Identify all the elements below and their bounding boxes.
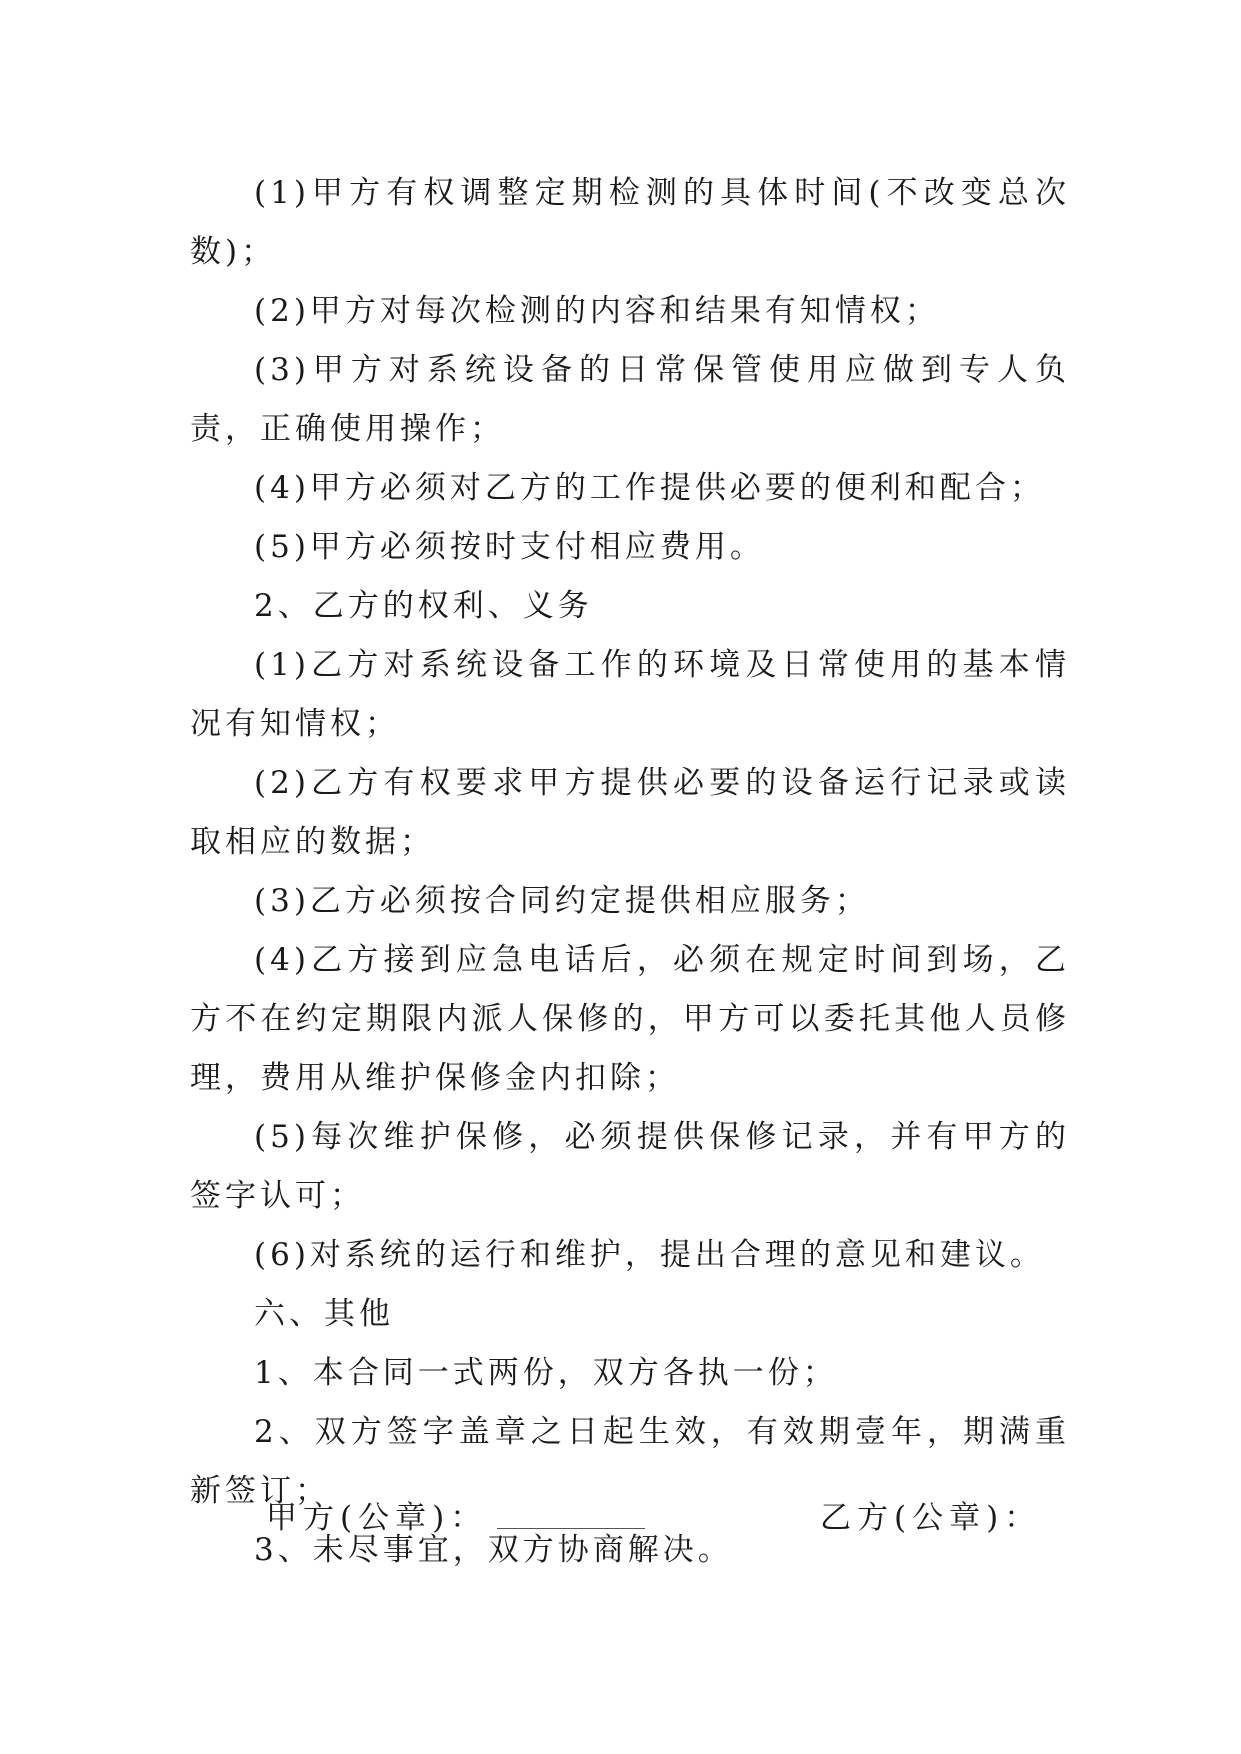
paragraph-b-right-2: (2)乙方有权要求甲方提供必要的设备运行记录或读取相应的数据； (190, 765, 1070, 860)
paragraph-b-right-1: (1)乙方对系统设备工作的环境及日常使用的基本情况有知情权； (190, 647, 1070, 742)
paragraph-a-right-1: (1)甲方有权调整定期检测的具体时间(不改变总次数)； (190, 175, 1070, 270)
paragraph-a-right-2: (2)甲方对每次检测的内容和结果有知情权； (254, 293, 940, 329)
party-b-seal-label: 乙方(公章)： (820, 1500, 1042, 1536)
party-a-signature-line (497, 1528, 645, 1529)
paragraph-b-right-6: (6)对系统的运行和维护，提出合理的意见和建议。 (254, 1237, 1045, 1273)
paragraph-other-1: 1、本合同一式两份，双方各执一份； (254, 1355, 838, 1391)
section-heading-b-rights: 2、乙方的权利、义务 (254, 588, 593, 624)
paragraph-b-right-5: (5)每次维护保修，必须提供保修记录，并有甲方的签字认可； (190, 1119, 1070, 1214)
paragraph-other-2: 2、双方签字盖章之日起生效，有效期壹年，期满重新签订； (190, 1414, 1070, 1509)
paragraph-a-right-4: (4)甲方必须对乙方的工作提供必要的便利和配合； (254, 470, 1045, 506)
paragraph-a-right-3: (3)甲方对系统设备的日常保管使用应做到专人负责，正确使用操作； (190, 352, 1070, 447)
paragraph-other-3: 3、未尽事宜，双方协商解决。 (254, 1532, 733, 1568)
section-heading-other: 六、其他 (254, 1296, 394, 1332)
paragraph-a-right-5: (5)甲方必须按时支付相应费用。 (254, 529, 765, 565)
signature-row (0, 1492, 1241, 1552)
paragraph-b-right-4: (4)乙方接到应急电话后，必须在规定时间到场，乙方不在约定期限内派人保修的，甲方可以委托其他人员修理，费用从维护保修金内扣除； (190, 942, 1070, 1096)
paragraph-b-right-3: (3)乙方必须按合同约定提供相应服务； (254, 883, 870, 919)
contract-body (190, 164, 1070, 1580)
party-a-seal-label: 甲方(公章)： (266, 1500, 488, 1536)
